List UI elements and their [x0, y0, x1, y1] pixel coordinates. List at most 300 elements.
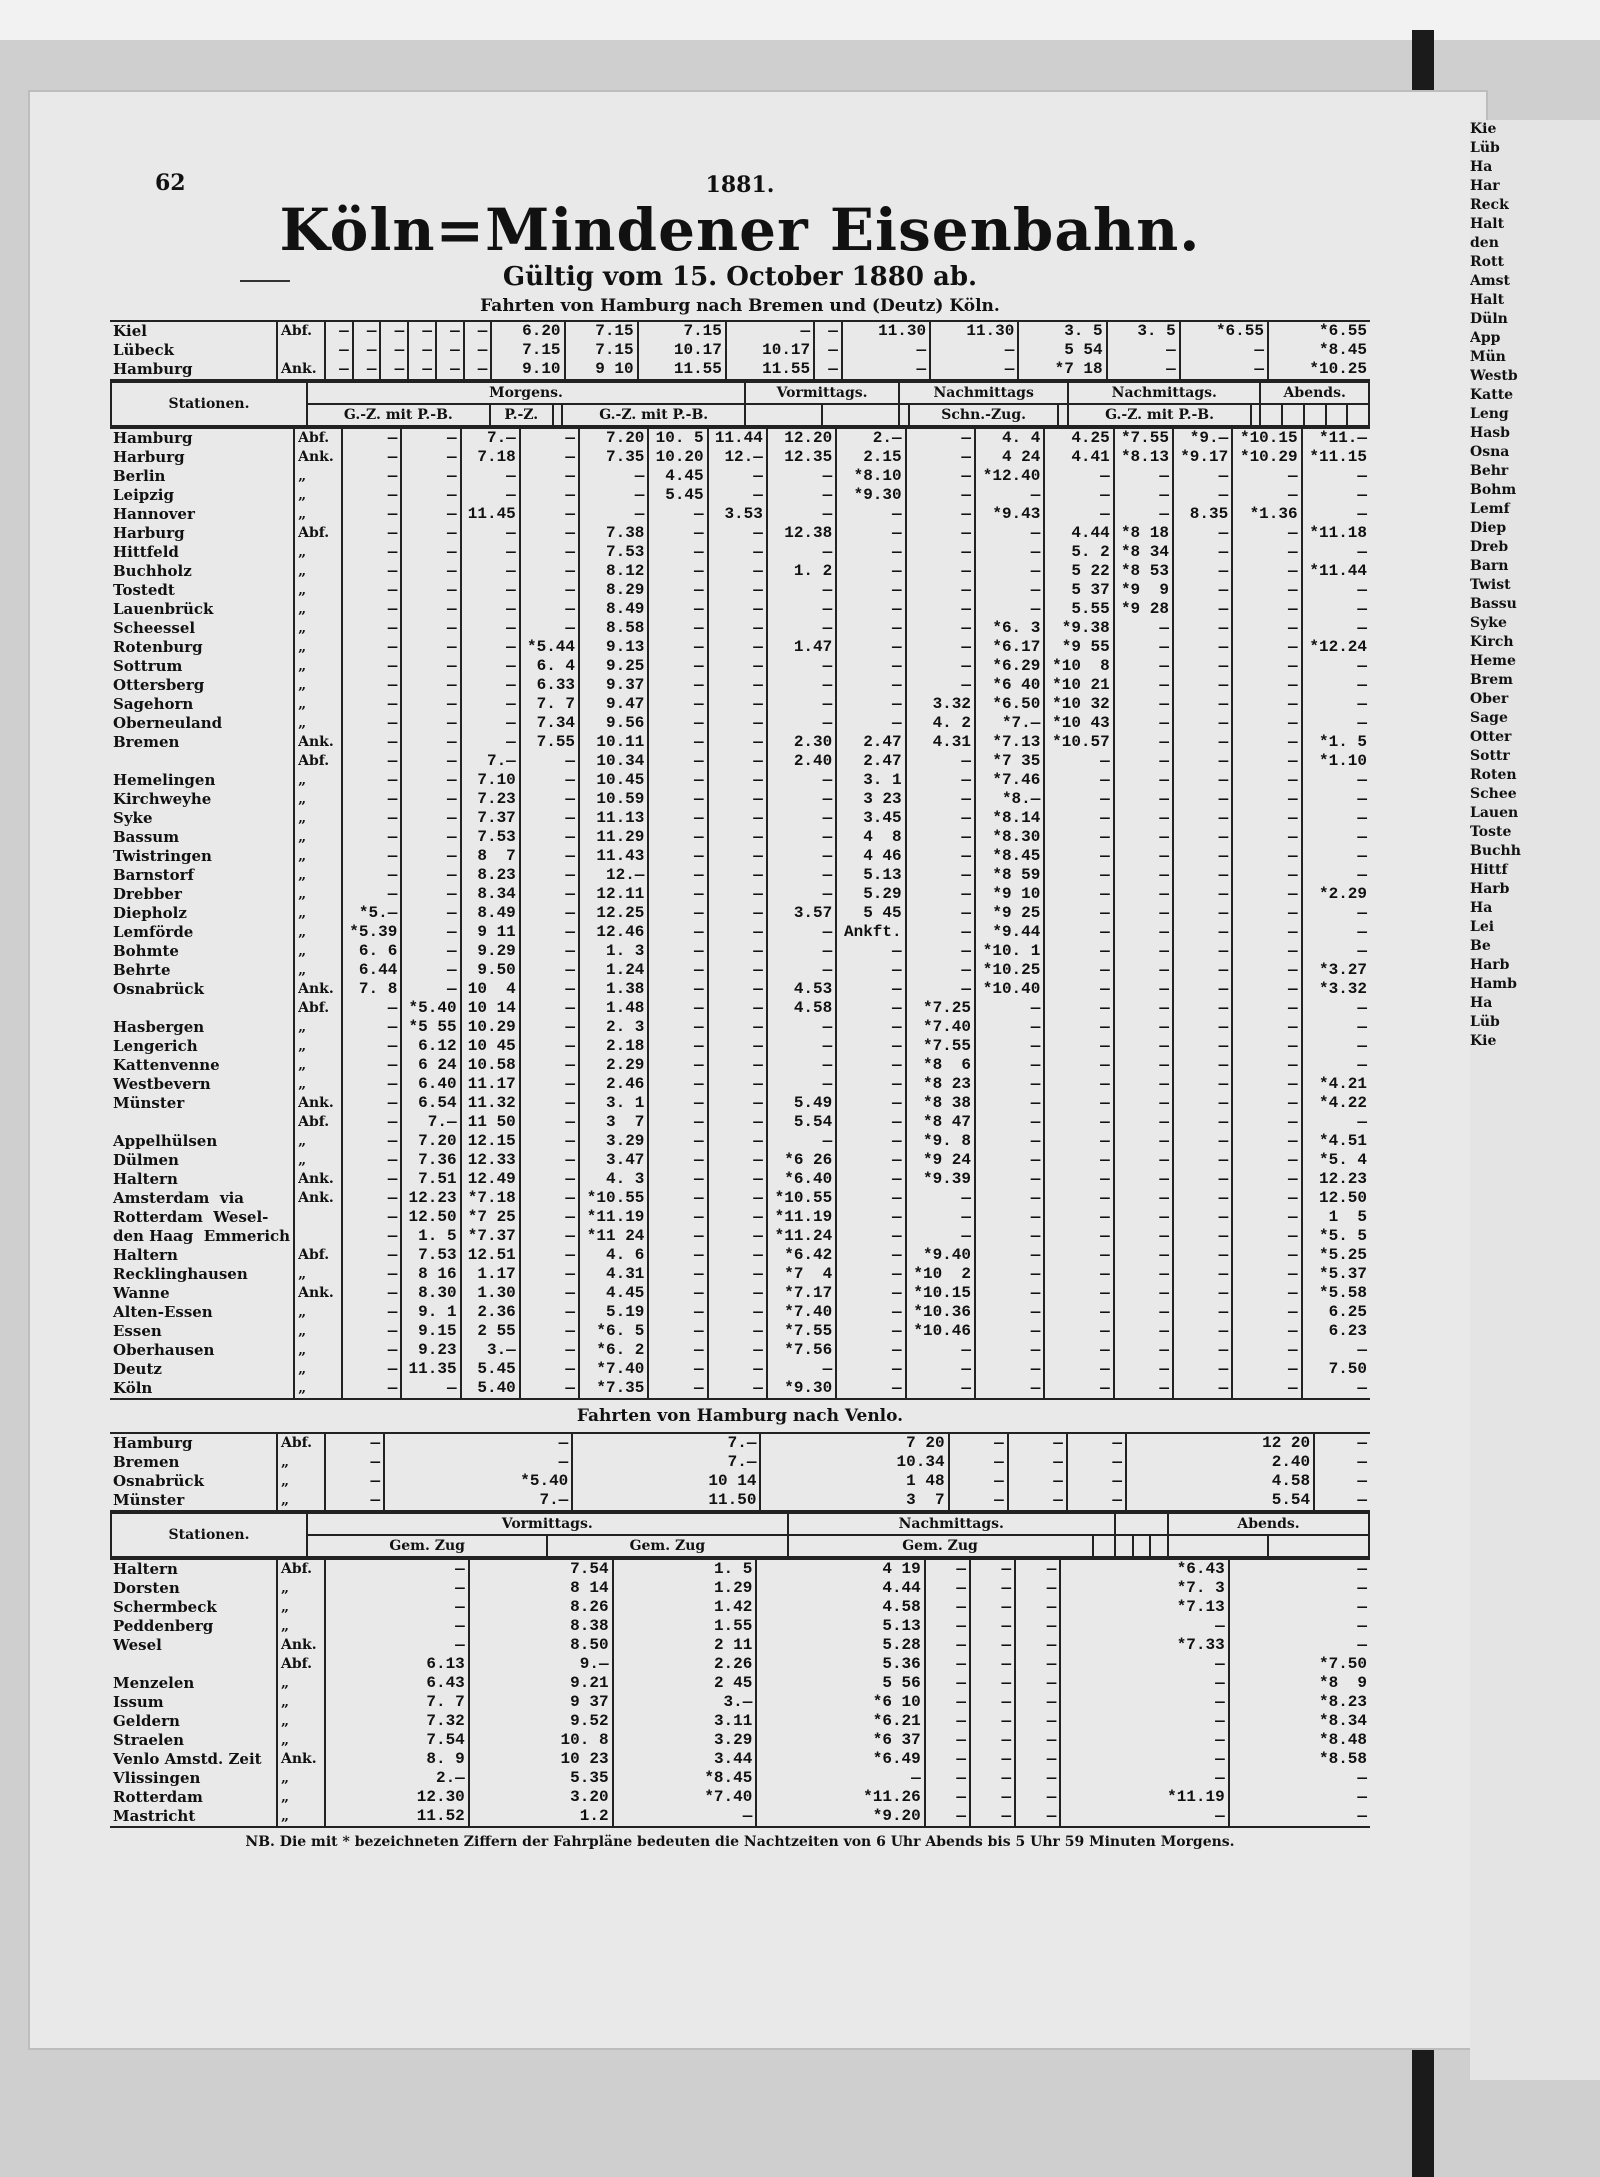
time-cell: *11.19: [767, 1208, 836, 1227]
group-morgens: Morgens.: [307, 382, 745, 404]
time-cell: 7.50: [1302, 1360, 1370, 1379]
time-cell: —: [342, 1037, 401, 1056]
time-cell: 10.11: [579, 733, 648, 752]
time-cell: —: [708, 885, 767, 904]
time-cell: —: [1015, 1617, 1060, 1636]
group-vormittags: Vormittags.: [745, 382, 899, 404]
time-cell: 4.31: [579, 1265, 648, 1284]
time-cell: 10 14: [572, 1472, 760, 1491]
time-cell: —: [1232, 1303, 1301, 1322]
venlo-head-blank-6: [1268, 1535, 1369, 1557]
time-cell: —: [975, 999, 1044, 1018]
time-cell: *10 8: [1044, 657, 1113, 676]
time-cell: —: [436, 341, 464, 360]
station-name: Lübeck: [113, 341, 175, 359]
arrival-departure-mark: „: [277, 1617, 325, 1636]
time-cell: —: [342, 1151, 401, 1170]
time-cell: —: [648, 619, 707, 638]
time-cell: —: [708, 828, 767, 847]
table-row: [110, 1227, 1370, 1246]
time-cell: *2.29: [1302, 885, 1370, 904]
time-cell: —: [1173, 467, 1232, 486]
time-cell: —: [925, 1693, 970, 1712]
time-cell: —: [1044, 885, 1113, 904]
station-name: Deutz: [113, 1360, 162, 1378]
time-cell: —: [342, 1379, 401, 1399]
time-cell: 6.43: [325, 1674, 469, 1693]
time-cell: —: [1044, 1246, 1113, 1265]
venlo-row: [110, 1579, 1370, 1598]
time-cell: —: [1232, 790, 1301, 809]
time-cell: 7.—: [461, 428, 520, 448]
time-cell: —: [401, 961, 460, 980]
time-cell: —: [648, 885, 707, 904]
time-cell: *6.29: [975, 657, 1044, 676]
time-cell: 8.30: [401, 1284, 460, 1303]
time-cell: —: [1232, 638, 1301, 657]
arrival-departure-mark: „: [294, 847, 342, 866]
time-cell: —: [767, 1075, 836, 1094]
time-cell: *5.25: [1302, 1246, 1370, 1265]
time-cell: —: [970, 1598, 1015, 1617]
time-cell: *7.37: [461, 1227, 520, 1246]
time-cell: —: [1044, 1113, 1113, 1132]
arrival-departure-mark: Ank.: [294, 448, 342, 467]
time-cell: —: [975, 1341, 1044, 1360]
time-cell: —: [1173, 524, 1232, 543]
time-cell: 5 22: [1044, 562, 1113, 581]
time-cell: —: [648, 1018, 707, 1037]
table-row: [110, 1379, 1370, 1399]
time-cell: 11.35: [401, 1360, 460, 1379]
time-cell: —: [1114, 790, 1173, 809]
strip-line: Halt: [1470, 216, 1505, 232]
time-cell: —: [579, 486, 648, 505]
time-cell: —: [401, 790, 460, 809]
time-cell: 10 23: [469, 1750, 613, 1769]
time-cell: —: [1232, 1208, 1301, 1227]
table-row: [110, 999, 1370, 1018]
time-cell: —: [1173, 1246, 1232, 1265]
time-cell: —: [520, 999, 579, 1018]
time-cell: *12.40: [975, 467, 1044, 486]
time-cell: —: [1044, 942, 1113, 961]
time-cell: 7.54: [469, 1559, 613, 1579]
time-cell: —: [836, 600, 905, 619]
time-cell: —: [648, 1265, 707, 1284]
station-name: [110, 1113, 294, 1132]
time-cell: 2.40: [1126, 1453, 1314, 1472]
time-cell: —: [401, 543, 460, 562]
time-cell: *6.21: [756, 1712, 924, 1731]
time-cell: —: [1232, 562, 1301, 581]
time-cell: —: [1173, 1341, 1232, 1360]
time-cell: —: [648, 904, 707, 923]
time-cell: 3.53: [708, 505, 767, 524]
time-cell: —: [1232, 486, 1301, 505]
time-cell: —: [1229, 1559, 1370, 1579]
time-cell: 11.50: [572, 1491, 760, 1511]
strip-line: Bassu: [1470, 596, 1517, 612]
arrival-departure-mark: „: [294, 714, 342, 733]
column-head: G.-Z. mit P.-B.: [307, 404, 490, 426]
time-cell: *7.55: [767, 1322, 836, 1341]
arrival-departure-mark: „: [294, 657, 342, 676]
strip-line: Reck: [1470, 197, 1509, 213]
arrival-departure-mark: Ank.: [294, 980, 342, 999]
station-name: Venlo Amstd. Zeit: [113, 1750, 262, 1768]
time-cell: —: [708, 714, 767, 733]
arrival-departure-mark: „: [294, 486, 342, 505]
time-cell: 10. 8: [469, 1731, 613, 1750]
column-head: [1260, 404, 1282, 426]
time-cell: —: [380, 341, 408, 360]
time-cell: —: [1232, 752, 1301, 771]
time-cell: —: [1173, 1360, 1232, 1379]
time-cell: —: [767, 600, 836, 619]
time-cell: —: [1302, 942, 1370, 961]
time-cell: —: [1060, 1693, 1228, 1712]
time-cell: —: [970, 1788, 1015, 1807]
time-cell: —: [1044, 1151, 1113, 1170]
arrival-departure-mark: „: [294, 562, 342, 581]
time-cell: 9. 1: [401, 1303, 460, 1322]
time-cell: —: [836, 695, 905, 714]
time-cell: 9.52: [469, 1712, 613, 1731]
strip-line: Hasb: [1470, 425, 1510, 441]
time-cell: 4. 3: [579, 1170, 648, 1189]
time-cell: *10 21: [1044, 676, 1113, 695]
time-cell: —: [342, 1227, 401, 1246]
table-row: [110, 657, 1370, 676]
time-cell: —: [342, 467, 401, 486]
strip-line: Osna: [1470, 444, 1510, 460]
station-name: Issum: [113, 1693, 164, 1711]
arrival-departure-mark: Ank.: [294, 1189, 342, 1208]
time-cell: *6 37: [756, 1731, 924, 1750]
time-cell: —: [520, 1246, 579, 1265]
time-cell: —: [325, 1636, 469, 1655]
station-name: Scheessel: [113, 619, 196, 637]
time-cell: —: [767, 847, 836, 866]
table-row: [110, 1322, 1370, 1341]
time-cell: 8.58: [579, 619, 648, 638]
time-cell: —: [648, 1075, 707, 1094]
time-cell: *8.45: [975, 847, 1044, 866]
time-cell: *10.15: [1232, 428, 1301, 448]
time-cell: —: [342, 1189, 401, 1208]
time-cell: —: [1173, 1151, 1232, 1170]
time-cell: —: [342, 448, 401, 467]
time-cell: —: [836, 1189, 905, 1208]
venlo-row: [110, 1559, 1370, 1579]
strip-line: Düln: [1470, 311, 1508, 327]
time-cell: —: [925, 1769, 970, 1788]
venlo-row: [110, 1655, 1370, 1674]
time-cell: —: [1173, 942, 1232, 961]
time-cell: —: [1067, 1433, 1126, 1453]
time-cell: —: [906, 657, 975, 676]
time-cell: 8 7: [461, 847, 520, 866]
time-cell: —: [1015, 1769, 1060, 1788]
time-cell: —: [767, 828, 836, 847]
table-row: [110, 676, 1370, 695]
arrival-departure-mark: „: [294, 676, 342, 695]
time-cell: 2.30: [767, 733, 836, 752]
time-cell: 3.11: [613, 1712, 757, 1731]
arrival-departure-mark: Ank.: [277, 360, 325, 380]
time-cell: 8.49: [579, 600, 648, 619]
venlo-feeder-row: [110, 1453, 1370, 1472]
strip-line: Diep: [1470, 520, 1507, 536]
venlo-timetable: [110, 1558, 1370, 1828]
time-cell: —: [708, 676, 767, 695]
time-cell: 4. 6: [579, 1246, 648, 1265]
time-cell: —: [1044, 1018, 1113, 1037]
table-row: [110, 1151, 1370, 1170]
time-cell: —: [1232, 980, 1301, 999]
time-cell: —: [975, 1227, 1044, 1246]
station-name: Hamburg: [110, 1433, 277, 1453]
time-cell: —: [579, 467, 648, 486]
table-row: [110, 1284, 1370, 1303]
time-cell: *1. 5: [1302, 733, 1370, 752]
time-cell: —: [708, 733, 767, 752]
time-cell: *3.27: [1302, 961, 1370, 980]
time-cell: —: [648, 695, 707, 714]
time-cell: —: [342, 1075, 401, 1094]
time-cell: —: [1114, 752, 1173, 771]
station-name: Buchholz: [113, 562, 192, 580]
time-cell: 4.31: [906, 733, 975, 752]
station-name: Lemförde: [113, 923, 194, 941]
time-cell: 2.—: [836, 428, 905, 448]
time-cell: 6 24: [401, 1056, 460, 1075]
time-cell: 12.11: [579, 885, 648, 904]
strip-line: Lei: [1470, 919, 1495, 935]
strip-line: Lemf: [1470, 501, 1510, 517]
time-cell: 5 56: [756, 1674, 924, 1693]
time-cell: 2. 3: [579, 1018, 648, 1037]
time-cell: —: [1232, 543, 1301, 562]
arrival-departure-mark: „: [294, 942, 342, 961]
time-cell: 7.34: [520, 714, 579, 733]
table-row: [110, 1170, 1370, 1189]
time-cell: —: [949, 1491, 1008, 1511]
group-nachmittags-2: Nachmittags.: [1068, 382, 1260, 404]
time-cell: 5 54: [1018, 341, 1106, 360]
time-cell: —: [1173, 1170, 1232, 1189]
strip-line: Leng: [1470, 406, 1509, 422]
time-cell: —: [342, 1341, 401, 1360]
time-cell: *4.51: [1302, 1132, 1370, 1151]
time-cell: —: [1060, 1731, 1228, 1750]
time-cell: *8 23: [906, 1075, 975, 1094]
strip-line: Ha: [1470, 995, 1493, 1011]
arrival-departure-mark: „: [294, 581, 342, 600]
time-cell: —: [836, 1341, 905, 1360]
time-cell: —: [906, 600, 975, 619]
time-cell: —: [520, 904, 579, 923]
time-cell: —: [970, 1731, 1015, 1750]
time-cell: *7 4: [767, 1265, 836, 1284]
time-cell: —: [648, 505, 707, 524]
time-cell: 3.44: [613, 1750, 757, 1769]
time-cell: *5.58: [1302, 1284, 1370, 1303]
time-cell: —: [1173, 1265, 1232, 1284]
time-cell: —: [342, 638, 401, 657]
arrival-departure-mark: „: [294, 1056, 342, 1075]
time-cell: —: [342, 695, 401, 714]
station-name: Bremen: [113, 1453, 180, 1471]
time-cell: 6.33: [520, 676, 579, 695]
time-cell: —: [1302, 1113, 1370, 1132]
time-cell: *6 10: [756, 1693, 924, 1712]
arrival-departure-mark: „: [294, 885, 342, 904]
time-cell: *10.15: [906, 1284, 975, 1303]
time-cell: —: [1015, 1559, 1060, 1579]
time-cell: —: [925, 1807, 970, 1827]
time-cell: *4.22: [1302, 1094, 1370, 1113]
time-cell: —: [1173, 809, 1232, 828]
time-cell: —: [1232, 1341, 1301, 1360]
time-cell: —: [836, 1037, 905, 1056]
time-cell: 5.29: [836, 885, 905, 904]
time-cell: —: [767, 486, 836, 505]
time-cell: 7.—: [401, 1113, 460, 1132]
time-cell: —: [1114, 638, 1173, 657]
arrival-departure-mark: „: [277, 1453, 325, 1472]
time-cell: 1.2: [469, 1807, 613, 1827]
time-cell: *10.46: [906, 1322, 975, 1341]
time-cell: —: [401, 885, 460, 904]
strip-line: Har: [1470, 178, 1500, 194]
time-cell: 9 37: [469, 1693, 613, 1712]
time-cell: —: [767, 543, 836, 562]
time-cell: 3. 1: [579, 1094, 648, 1113]
time-cell: —: [648, 581, 707, 600]
time-cell: —: [1114, 923, 1173, 942]
table-row: [110, 752, 1370, 771]
time-cell: —: [767, 942, 836, 961]
time-cell: —: [949, 1472, 1008, 1491]
time-cell: —: [1232, 1056, 1301, 1075]
table-row: [110, 600, 1370, 619]
time-cell: —: [648, 1246, 707, 1265]
strip-line: Lüb: [1470, 1014, 1500, 1030]
time-cell: —: [1173, 1322, 1232, 1341]
time-cell: —: [520, 524, 579, 543]
station-name: Westbevern: [113, 1075, 211, 1093]
time-cell: —: [648, 1132, 707, 1151]
route-heading: Fahrten von Hamburg nach Bremen und (Deutz) Köln.: [480, 296, 1000, 316]
table-row: [110, 1132, 1370, 1151]
time-cell: 7.20: [401, 1132, 460, 1151]
time-cell: *8.14: [975, 809, 1044, 828]
time-cell: 6.13: [325, 1655, 469, 1674]
column-head: Schn.-Zug.: [909, 404, 1058, 426]
time-cell: 11 50: [461, 1113, 520, 1132]
time-cell: —: [975, 1322, 1044, 1341]
time-cell: —: [1302, 866, 1370, 885]
time-cell: *7 18: [1018, 360, 1106, 380]
time-cell: —: [836, 1379, 905, 1399]
time-cell: —: [520, 1360, 579, 1379]
time-cell: *11 24: [579, 1227, 648, 1246]
time-cell: —: [401, 771, 460, 790]
time-cell: —: [925, 1579, 970, 1598]
time-cell: —: [1302, 676, 1370, 695]
station-name: Behrte: [113, 961, 171, 979]
time-cell: *10.36: [906, 1303, 975, 1322]
arrival-departure-mark: Ank.: [294, 733, 342, 752]
strip-line: Toste: [1470, 824, 1512, 840]
time-cell: —: [1173, 486, 1232, 505]
time-cell: 9.23: [401, 1341, 460, 1360]
arrival-departure-mark: Abf.: [294, 1246, 342, 1265]
time-cell: —: [906, 1379, 975, 1399]
time-cell: —: [401, 752, 460, 771]
station-name: Wanne: [113, 1284, 170, 1302]
time-cell: —: [520, 1379, 579, 1399]
time-cell: —: [1114, 619, 1173, 638]
venlo-group-nachmittags: Nachmittags.: [788, 1513, 1115, 1535]
time-cell: —: [1015, 1655, 1060, 1674]
time-cell: —: [1044, 1284, 1113, 1303]
time-cell: —: [648, 1094, 707, 1113]
time-cell: —: [906, 1208, 975, 1227]
station-name: Wesel: [113, 1636, 162, 1654]
time-cell: *10.57: [1044, 733, 1113, 752]
arrival-departure-mark: „: [294, 771, 342, 790]
strip-line: Dreb: [1470, 539, 1509, 555]
time-cell: —: [1114, 771, 1173, 790]
time-cell: —: [1114, 1303, 1173, 1322]
time-cell: *7.—: [975, 714, 1044, 733]
time-cell: —: [520, 581, 579, 600]
time-cell: —: [1060, 1769, 1228, 1788]
time-cell: —: [1114, 904, 1173, 923]
time-cell: *7.40: [767, 1303, 836, 1322]
time-cell: —: [1173, 619, 1232, 638]
time-cell: —: [906, 486, 975, 505]
column-head: G.-Z. mit P.-B.: [562, 404, 745, 426]
time-cell: —: [708, 1075, 767, 1094]
time-cell: —: [1114, 1265, 1173, 1284]
time-cell: —: [1114, 1075, 1173, 1094]
table-row: [110, 505, 1370, 524]
time-cell: —: [708, 1113, 767, 1132]
time-cell: —: [1232, 1246, 1301, 1265]
station-name: Hemelingen: [113, 771, 216, 789]
time-cell: *6. 3: [975, 619, 1044, 638]
time-cell: —: [401, 733, 460, 752]
time-cell: 4.58: [767, 999, 836, 1018]
time-cell: —: [1044, 1322, 1113, 1341]
time-cell: —: [1302, 1056, 1370, 1075]
time-cell: —: [401, 619, 460, 638]
arrival-departure-mark: „: [277, 1598, 325, 1617]
time-cell: —: [836, 1056, 905, 1075]
time-cell: *1.36: [1232, 505, 1301, 524]
time-cell: —: [1302, 600, 1370, 619]
arrival-departure-mark: „: [294, 961, 342, 980]
time-cell: —: [401, 676, 460, 695]
time-cell: —: [1015, 1712, 1060, 1731]
strip-line: Kie: [1470, 121, 1497, 137]
time-cell: *7.55: [1114, 428, 1173, 448]
time-cell: 3. 1: [836, 771, 905, 790]
